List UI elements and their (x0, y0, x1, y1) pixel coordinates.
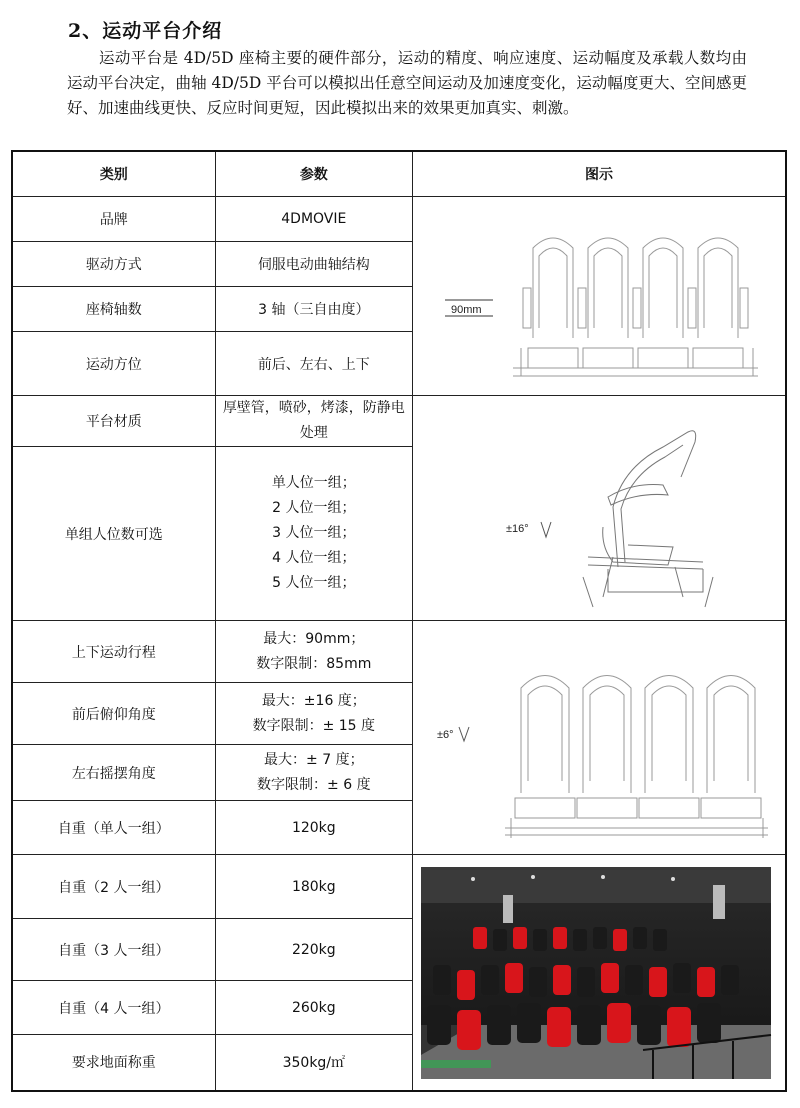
roll-angle-label: ±6° (437, 728, 454, 741)
cinema-photo (413, 855, 785, 1089)
table-row (12, 396, 786, 447)
front-view-roll-cell (413, 621, 787, 855)
row-label: 左右摇摆角度 (12, 745, 215, 801)
intro-text: 运动平台是 4D/5D 座椅主要的硬件部分，运动的精度、响应速度、运动幅度及承载人数均由运动平台决定，曲轴 4D/5D 平台可以模拟出任意空间运动及加速度变化，运动幅度更大、空间感更好、加速曲线更快、反应时间更短，因此模拟出来的效果更加真实、刺激。 (67, 49, 747, 117)
row-value: 4DMOVIE (215, 197, 412, 242)
side-view-cell (413, 396, 787, 621)
header-illustration: 图示 (413, 151, 787, 197)
row-value: 350kg/㎡ (215, 1035, 412, 1091)
row-label: 自重（单人一组） (12, 801, 215, 855)
table-row (12, 855, 786, 919)
value-line: 3 人位一组； (272, 525, 356, 541)
header-parameter: 参数 (215, 151, 412, 197)
value-line: 2 人位一组； (272, 500, 356, 516)
value-line: 最大：±16 度； (261, 692, 366, 709)
table-row (12, 621, 786, 683)
row-label: 座椅轴数 (12, 287, 215, 332)
row-label: 品牌 (12, 197, 215, 242)
row-label: 驱动方式 (12, 242, 215, 287)
value-line: 最大：± 7 度； (264, 751, 364, 768)
travel-label: 90mm (451, 304, 482, 316)
row-value: 3 轴（三自由度） (215, 287, 412, 332)
section-heading: 2、运动平台介绍 (68, 20, 223, 42)
row-value (215, 447, 412, 621)
cinema-photo-cell (413, 855, 787, 1091)
row-label: 平台材质 (12, 396, 215, 447)
row-value (215, 745, 412, 801)
value-line: 数字限制：± 6 度 (257, 776, 371, 793)
row-label: 单组人位数可选 (12, 447, 215, 621)
value-line: 厚壁管，喷砂，烤漆，防静电 (222, 400, 405, 416)
pitch-angle-label: ±16° (506, 523, 529, 535)
row-value: 220kg (215, 919, 412, 981)
row-label: 上下运动行程 (12, 621, 215, 683)
row-value: 前后、左右、上下 (215, 332, 412, 396)
row-label: 运动方位 (12, 332, 215, 396)
intro-paragraph (67, 46, 747, 121)
row-value (215, 396, 412, 447)
row-label: 自重（3 人一组） (12, 919, 215, 981)
value-line: 5 人位一组； (272, 575, 356, 591)
header-category: 类别 (12, 151, 215, 197)
row-value (215, 621, 412, 683)
value-line: 4 人位一组； (272, 550, 356, 566)
row-value: 180kg (215, 855, 412, 919)
value-line: 处理 (299, 425, 328, 441)
spec-table (11, 150, 787, 1092)
row-value: 120kg (215, 801, 412, 855)
front-view-cell (413, 197, 787, 396)
row-value: 260kg (215, 981, 412, 1035)
value-line: 最大：90mm； (263, 630, 365, 647)
value-line: 数字限制：85mm (256, 655, 372, 672)
table-row (12, 197, 786, 242)
seat-side-view-sketch (413, 397, 785, 619)
row-value: 伺服电动曲轴结构 (215, 242, 412, 287)
row-label: 前后俯仰角度 (12, 683, 215, 745)
value-line: 数字限制：± 15 度 (252, 717, 376, 734)
row-label: 自重（4 人一组） (12, 981, 215, 1035)
row-label: 自重（2 人一组） (12, 855, 215, 919)
table-header-row (12, 151, 786, 197)
row-label: 要求地面称重 (12, 1035, 215, 1091)
seat-roll-view-sketch (413, 623, 785, 853)
value-line: 单人位一组； (271, 475, 356, 491)
row-value (215, 683, 412, 745)
seat-front-view-sketch (413, 198, 785, 394)
